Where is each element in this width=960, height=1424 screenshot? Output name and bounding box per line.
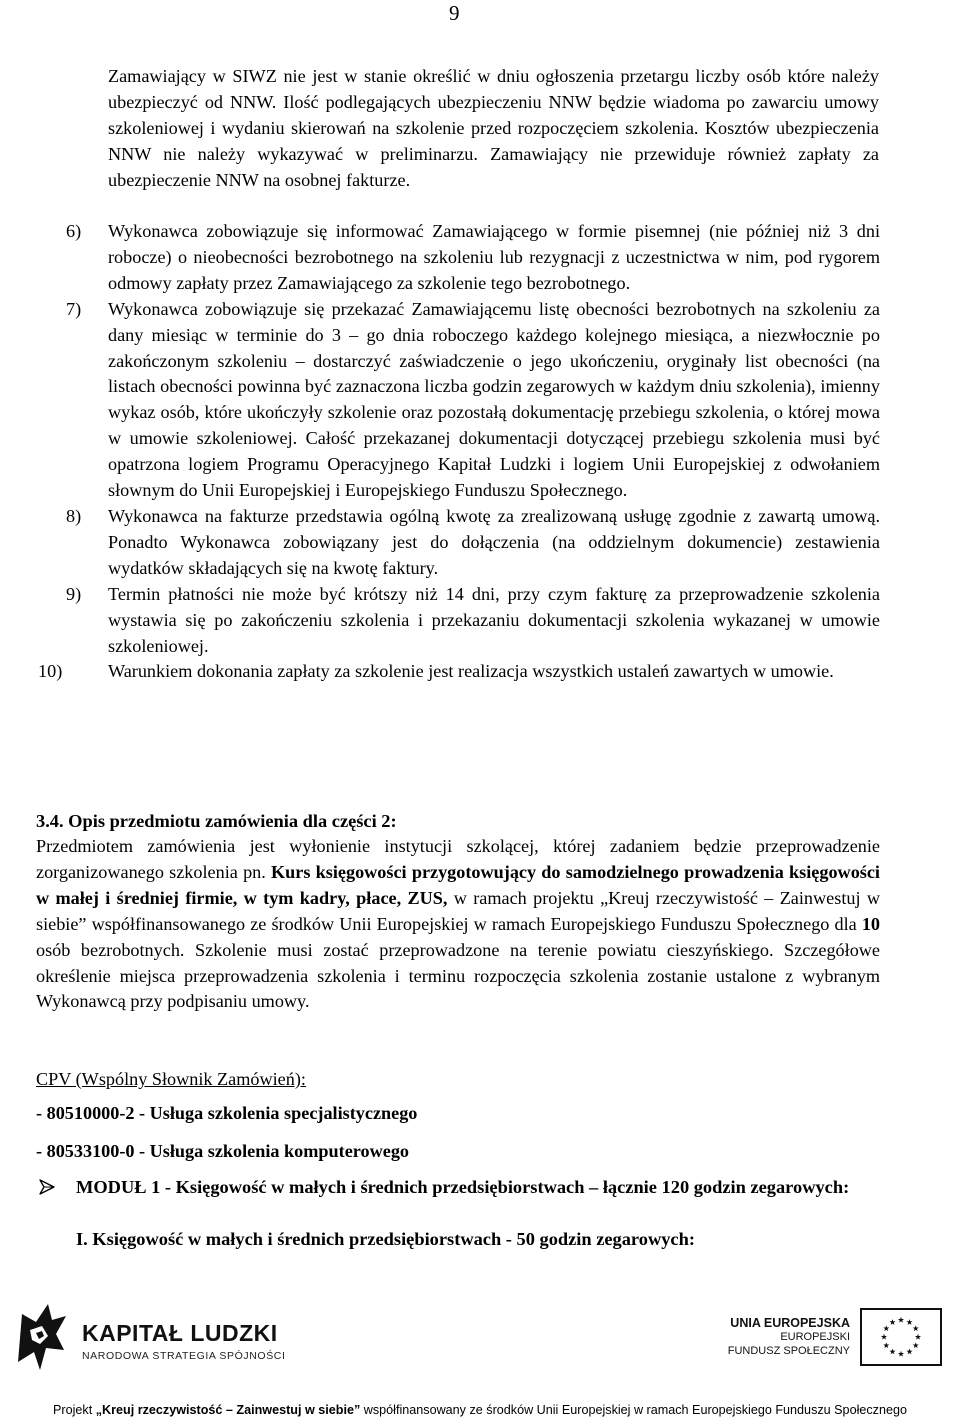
list-item-text: Wykonawca na fakturze przedstawia ogólną kwotę za zrealizowaną usługę zgodnie z zawartą umową. Ponadto Wykonawca zobowiązany jest do dołączenia (na oddzielnym dokumencie) zestawienia wydatków składających się na kwotę faktury. [108, 505, 880, 578]
eu-logo-line: FUNDUSZ SPOŁECZNY [727, 1345, 850, 1357]
list-item [36, 504, 880, 582]
list-item-number: 7) [66, 298, 82, 319]
kapital-ludzki-title: KAPITAŁ LUDZKI [82, 1320, 278, 1346]
cpv-label: CPV (Wspólny Słownik Zamówień): [36, 1069, 306, 1089]
modul-subheading: I. Księgowość w małych i średnich przedsiębiorstwach - 50 godzin zegarowych: [76, 1229, 695, 1249]
list-item-number: 6) [66, 221, 82, 241]
modul-title: MODUŁ 1 - Księgowość w małych i średnich przedsiębiorstwach – łącznie 120 godzin zegarowych: [76, 1177, 850, 1197]
eu-logo-line: EUROPEJSKI [780, 1331, 850, 1343]
section-body-bold: Kurs księgowości przygotowujący do samodzielnego prowadzenia księgowości w małej i średniej firmie, w tym kadry, płace, ZUS, [36, 861, 880, 908]
kapital-ludzki-emblem-icon [12, 1300, 70, 1374]
eu-logo [700, 1306, 950, 1366]
kapital-ludzki-subtitle: NARODOWA STRATEGIA SPÓJNOŚCI [82, 1350, 286, 1362]
list-item-text: Wykonawca zobowiązuje się przekazać Zamawiającemu listę obecności bezrobotnych na szkoleniu za dany miesiąc w terminie do 3 – go dnia roboczego każdego kolejnego miesiąca, a niezwłocznie po zakończonym szkoleniu – dostarczyć zaświadczenie o jego ukończeniu, oryginały list obecności (na listach obecności powinna być zaznaczona liczba godzin zegarowych w każdym dniu szkolenia), imienny wykaz osób, które ukończyły szkolenie oraz pozostałą dokumentację przebiegu szkolenia, o której mowa w umowie szkoleniowej. Całość przekazanej dokumentacji dotyczącej przebiegu szkolenia musi być opatrzona logiem Programu Operacyjnego Kapitał Ludzki i logiem Unii Europejskiej z odwołaniem słownym do Unii Europejskiej i Europejskiego Funduszu Społecznego. [108, 298, 880, 501]
list-item [36, 297, 880, 504]
footer-project-name: „Kreuj rzeczywistość – Zainwestuj w siebie” [95, 1403, 361, 1417]
list-item [36, 659, 880, 685]
modul-block [36, 1174, 880, 1200]
list-item [36, 219, 880, 297]
list-item-number: 8) [66, 505, 82, 526]
arrow-bullet-icon [38, 1178, 56, 1196]
intro-paragraph: Zamawiający w SIWZ nie jest w stanie określić w dniu ogłoszenia przetargu liczby osób które należy ubezpieczyć od NNW. Ilość podlegających ubezpieczeniu NNW będzie wiadoma po zawarciu umowy szkoleniowej i wydaniu skierowań na szkolenie przed rozpoczęciem szkolenia. Kosztów ubezpieczenia NNW nie należy wykazywać w preliminarzu. Zamawiający nie przewiduje również zapłaty za ubezpieczenie NNW na osobnej fakturze. [108, 66, 879, 190]
section-body-text: osób bezrobotnych. Szkolenie musi zostać przeprowadzone na terenie powiatu cieszyńskiego. Szczegółowe określenie miejsca przeprowadzenia szkolenia i terminu rozpoczęcia szkolenia zostanie ustalone z wybranym Wykonawcą przy podpisaniu umowy. [36, 939, 880, 1012]
cpv-item: - 80510000-2 - Usługa szkolenia specjalistycznego [36, 1103, 418, 1123]
list-item-text: Termin płatności nie może być krótszy niż 14 dni, przy czym fakturę za przeprowadzenie szkolenia wystawia się po zakończeniu szkolenia i przekazaniu dokumentacji szkolenia wykazanej w umowie szkoleniowej. [108, 583, 880, 656]
eu-logo-line: UNIA EUROPEJSKA [730, 1316, 850, 1330]
numbered-list [36, 219, 880, 685]
section-body-bold: 10 [861, 913, 880, 934]
section-body-text: w ramach projektu „Kreuj rzeczywistość – Zainwestuj w siebie” współfinansowanego ze środków Unii Europejskiej w ramach Europejskiego Funduszu Społecznego dla [36, 887, 880, 934]
footer-text-part: Projekt [53, 1403, 96, 1417]
footer-text [0, 1402, 960, 1418]
eu-logo-text [728, 1316, 850, 1358]
list-item-number: 9) [66, 583, 82, 604]
cpv-item: - 80533100-0 - Usługa szkolenia komputerowego [36, 1141, 410, 1161]
page-number: 9 [449, 1, 460, 25]
eu-flag-icon [860, 1308, 942, 1366]
kapital-ludzki-logo [12, 1298, 286, 1378]
section-body-text: Przedmiotem zamówienia jest wyłonienie instytucji szkolącej, której zadaniem będzie przeprowadzenie zorganizowanego szkolenia pn. [36, 836, 880, 882]
list-item [36, 582, 880, 660]
section-heading: 3.4. Opis przedmiotu zamówienia dla części 2: [36, 811, 397, 831]
list-item-text: Warunkiem dokonania zapłaty za szkolenie jest realizacja wszystkich ustaleń zawartych w umowie. [108, 661, 834, 682]
list-item-text: Wykonawca zobowiązuje się informować Zamawiającego w formie pisemnej (nie później niż 3 dni robocze) o nieobecności bezrobotnego na szkoleniu lub rezygnacji z uczestnictwa w nim, pod rygorem odmowy zapłaty przez Zamawiającego za szkolenie tego bezrobotnego. [108, 221, 880, 293]
list-item-number: 10) [38, 661, 63, 682]
footer-text-part: współfinansowany ze środków Unii Europejskiej w ramach Europejskiego Funduszu Społecznego [360, 1403, 907, 1417]
section-body [36, 834, 880, 1015]
